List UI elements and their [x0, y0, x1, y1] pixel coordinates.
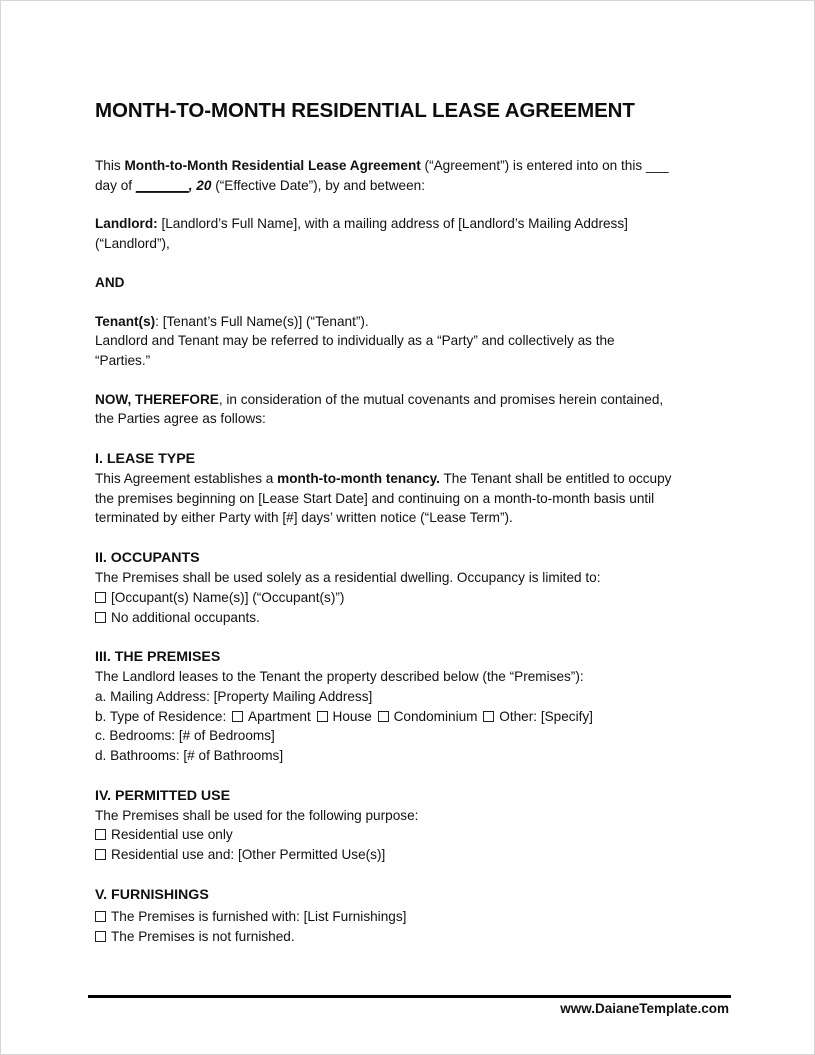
intro-effective-date: (“Effective Date”), by and between: — [211, 177, 425, 193]
lease-type-pre: This Agreement establishes a — [95, 471, 278, 487]
document-body — [95, 97, 735, 946]
checkbox-icon[interactable] — [95, 931, 106, 942]
intro-line-1 — [95, 156, 735, 176]
option-label: No additional occupants. — [111, 609, 260, 625]
section-premises — [95, 647, 735, 766]
checkbox-icon[interactable] — [95, 911, 106, 922]
section-occupants — [95, 548, 735, 627]
premises-bathrooms: d. Bathrooms: [# of Bathrooms] — [95, 748, 284, 764]
landlord-details: [Landlord’s Full Name], with a mailing address of [Landlord’s Mailing Address] — [157, 216, 628, 232]
premises-bedrooms: c. Bedrooms: [# of Bedrooms] — [95, 728, 275, 744]
lease-type-line-1 — [95, 469, 735, 489]
permitted-use-option-residential-and[interactable] — [95, 845, 735, 865]
tenant-line-3: “Parties.” — [95, 352, 151, 368]
intro-day-of: day of — [95, 177, 136, 193]
occupants-option-none[interactable] — [95, 608, 735, 628]
checkbox-icon[interactable] — [95, 849, 106, 860]
section-permitted-use — [95, 786, 735, 865]
checkbox-icon[interactable] — [95, 592, 106, 603]
option-label: [Occupant(s) Name(s)] (“Occupant(s)”) — [111, 589, 345, 605]
section-heading: I. LEASE TYPE — [95, 451, 196, 468]
checkbox-icon[interactable] — [317, 711, 328, 722]
type-apartment[interactable]: Apartment — [248, 708, 311, 724]
checkbox-icon[interactable] — [95, 612, 106, 623]
lease-type-line-3: terminated by either Party with [#] days’ written notice (“Lease Term”). — [95, 510, 513, 526]
tenant-label: Tenant(s) — [95, 313, 156, 329]
tenant-line-1 — [95, 312, 735, 332]
type-condominium[interactable]: Condominium — [393, 708, 478, 724]
intro-year: , 20 — [188, 177, 212, 193]
checkbox-icon[interactable] — [232, 711, 243, 722]
furnishings-option-furnished[interactable] — [95, 907, 735, 927]
occupants-option-named[interactable] — [95, 588, 735, 608]
lease-type-line-2: the premises beginning on [Lease Start Date] and continuing on a month-to-month basis until — [95, 490, 655, 506]
type-other[interactable]: Other: [Specify] — [499, 708, 593, 724]
and-separator: AND — [95, 274, 125, 290]
section-heading: IV. PERMITTED USE — [95, 787, 231, 804]
document-title: MONTH-TO-MONTH RESIDENTIAL LEASE AGREEMENT — [95, 99, 635, 122]
premises-type-of-residence — [95, 707, 735, 727]
lease-type-tenancy: month-to-month tenancy. — [277, 471, 440, 487]
section-heading: V. FURNISHINGS — [95, 886, 209, 903]
intro-post: (“Agreement”) is entered into on this ___ — [420, 158, 669, 173]
now-therefore-line-2: the Parties agree as follows: — [95, 411, 266, 427]
tenant-line-2: Landlord and Tenant may be referred to individually as a “Party” and collectively as the — [95, 333, 615, 349]
premises-text: The Landlord leases to the Tenant the property described below (the “Premises”): — [95, 669, 584, 685]
section-lease-type — [95, 449, 735, 528]
section-furnishings — [95, 885, 735, 946]
now-therefore-label: NOW, THEREFORE — [95, 391, 219, 407]
section-heading: II. OCCUPANTS — [95, 550, 200, 567]
furnishings-option-not-furnished[interactable] — [95, 927, 735, 947]
intro-line-2 — [95, 176, 735, 196]
landlord-line-1 — [95, 214, 735, 234]
permitted-use-option-residential-only[interactable] — [95, 825, 735, 845]
type-house[interactable]: House — [332, 708, 372, 724]
permitted-use-text: The Premises shall be used for the following purpose: — [95, 807, 419, 823]
option-label: The Premises is not furnished. — [111, 928, 295, 944]
landlord-label: Landlord: — [95, 216, 158, 232]
option-label: Residential use only — [111, 827, 233, 843]
checkbox-icon[interactable] — [95, 829, 106, 840]
lease-type-post: The Tenant shall be entitled to occupy — [439, 471, 672, 487]
footer-website[interactable]: www.DaianeTemplate.com — [560, 1001, 729, 1016]
intro-pre: This — [95, 158, 125, 173]
premises-mailing-address: a. Mailing Address: [Property Mailing Address] — [95, 688, 373, 704]
tenant-details: : [Tenant’s Full Name(s)] (“Tenant”). — [155, 313, 369, 329]
checkbox-icon[interactable] — [483, 711, 494, 722]
type-label: b. Type of Residence: — [95, 708, 227, 724]
occupants-text: The Premises shall be used solely as a residential dwelling. Occupancy is limited to: — [95, 570, 601, 586]
option-label: The Premises is furnished with: [List Furnishings] — [111, 908, 407, 924]
section-heading: III. THE PREMISES — [95, 649, 221, 666]
option-label: Residential use and: [Other Permitted Use(s)] — [111, 847, 386, 863]
landlord-line-2: (“Landlord”), — [95, 236, 170, 252]
footer-divider — [88, 995, 731, 998]
now-therefore-line-1 — [95, 390, 735, 410]
checkbox-icon[interactable] — [378, 711, 389, 722]
intro-agreement-name: Month-to-Month Residential Lease Agreement — [124, 158, 421, 173]
now-therefore-text: , in consideration of the mutual covenants and promises herein contained, — [218, 391, 664, 407]
date-blank[interactable]: _______ — [135, 177, 189, 193]
